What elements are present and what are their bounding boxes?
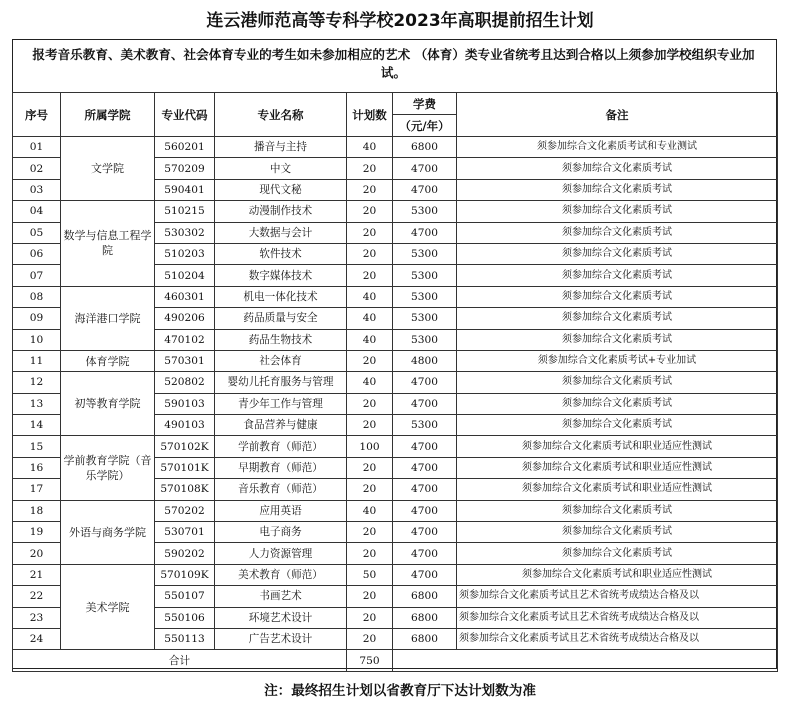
cell-name: 社会体育 — [215, 350, 347, 371]
cell-fee: 5300 — [393, 243, 457, 264]
cell-fee: 5300 — [393, 265, 457, 286]
cell-dept: 美术学院 — [61, 564, 155, 650]
cell-seq: 18 — [13, 500, 61, 521]
table-row — [13, 201, 778, 222]
cell-fee: 5300 — [393, 201, 457, 222]
cell-dept: 数学与信息工程学院 — [61, 201, 155, 287]
cell-fee: 6800 — [393, 137, 457, 158]
cell-plan: 50 — [347, 564, 393, 585]
cell-plan: 20 — [347, 457, 393, 478]
cell-name: 动漫制作技术 — [215, 201, 347, 222]
cell-seq: 05 — [13, 222, 61, 243]
cell-seq: 01 — [13, 137, 61, 158]
cell-plan: 40 — [347, 500, 393, 521]
table-row — [13, 564, 778, 585]
cell-seq: 02 — [13, 158, 61, 179]
total-plan: 750 — [347, 650, 393, 671]
cell-note: 须参加综合文化素质考试 — [457, 415, 778, 436]
cell-note: 须参加综合文化素质考试 — [457, 543, 778, 564]
header-code: 专业代码 — [155, 93, 215, 137]
cell-note: 须参加综合文化素质考试和职业适应性测试 — [457, 436, 778, 457]
cell-seq: 23 — [13, 607, 61, 628]
cell-fee: 6800 — [393, 628, 457, 649]
cell-name: 音乐教育（师范） — [215, 479, 347, 500]
cell-fee: 4700 — [393, 522, 457, 543]
cell-fee: 4700 — [393, 500, 457, 521]
cell-plan: 40 — [347, 329, 393, 350]
cell-plan: 20 — [347, 265, 393, 286]
cell-fee: 4700 — [393, 158, 457, 179]
header-name: 专业名称 — [215, 93, 347, 137]
cell-seq: 04 — [13, 201, 61, 222]
cell-seq: 16 — [13, 457, 61, 478]
table-row — [13, 500, 778, 521]
cell-code: 550107 — [155, 586, 215, 607]
cell-code: 550106 — [155, 607, 215, 628]
cell-name: 药品质量与安全 — [215, 308, 347, 329]
header-plan: 计划数 — [347, 93, 393, 137]
cell-fee: 4800 — [393, 350, 457, 371]
cell-name: 书画艺术 — [215, 586, 347, 607]
cell-code: 590103 — [155, 393, 215, 414]
cell-code: 560201 — [155, 137, 215, 158]
cell-note: 须参加综合文化素质考试和职业适应性测试 — [457, 564, 778, 585]
cell-note: 须参加综合文化素质考试和职业适应性测试 — [457, 479, 778, 500]
cell-fee: 5300 — [393, 329, 457, 350]
cell-seq: 20 — [13, 543, 61, 564]
cell-plan: 40 — [347, 286, 393, 307]
cell-note: 须参加综合文化素质考试 — [457, 222, 778, 243]
cell-note: 须参加综合文化素质考试 — [457, 329, 778, 350]
cell-plan: 40 — [347, 137, 393, 158]
cell-name: 现代文秘 — [215, 179, 347, 200]
cell-note: 须参加综合文化素质考试且艺术省统考成绩达合格及以 — [457, 607, 778, 628]
cell-seq: 19 — [13, 522, 61, 543]
table-row — [13, 137, 778, 158]
cell-fee: 4700 — [393, 393, 457, 414]
cell-name: 数字媒体技术 — [215, 265, 347, 286]
header-seq: 序号 — [13, 93, 61, 137]
cell-plan: 20 — [347, 201, 393, 222]
cell-seq: 17 — [13, 479, 61, 500]
cell-plan: 20 — [347, 222, 393, 243]
cell-note: 须参加综合文化素质考试且艺术省统考成绩达合格及以 — [457, 586, 778, 607]
cell-name: 食品营养与健康 — [215, 415, 347, 436]
cell-note: 须参加综合文化素质考试 — [457, 265, 778, 286]
table-row — [13, 372, 778, 393]
cell-seq: 09 — [13, 308, 61, 329]
cell-note: 须参加综合文化素质考试 — [457, 393, 778, 414]
cell-seq: 24 — [13, 628, 61, 649]
cell-code: 590202 — [155, 543, 215, 564]
header-fee: 学费 — [393, 93, 457, 115]
cell-plan: 20 — [347, 415, 393, 436]
cell-plan: 20 — [347, 628, 393, 649]
cell-name: 机电一体化技术 — [215, 286, 347, 307]
cell-name: 中文 — [215, 158, 347, 179]
table-body — [13, 137, 778, 672]
notice-text: 报考音乐教育、美术教育、社会体育专业的考生如未参加相应的艺术 （体育）类专业省统考且达到合格以上须参加学校组织专业加试。 — [32, 47, 755, 80]
cell-plan: 20 — [347, 243, 393, 264]
table-row — [13, 436, 778, 457]
cell-plan: 20 — [347, 179, 393, 200]
cell-plan: 20 — [347, 479, 393, 500]
cell-seq: 03 — [13, 179, 61, 200]
cell-code: 570108K — [155, 479, 215, 500]
page-title: 连云港师范高等专科学校2023年高职提前招生计划 — [206, 11, 594, 31]
cell-code: 530701 — [155, 522, 215, 543]
cell-code: 520802 — [155, 372, 215, 393]
cell-name: 广告艺术设计 — [215, 628, 347, 649]
cell-seq: 22 — [13, 586, 61, 607]
cell-seq: 12 — [13, 372, 61, 393]
table-row — [13, 286, 778, 307]
header-dept: 所属学院 — [61, 93, 155, 137]
cell-code: 570102K — [155, 436, 215, 457]
cell-note: 须参加综合文化素质考试 — [457, 179, 778, 200]
cell-name: 软件技术 — [215, 243, 347, 264]
cell-name: 应用英语 — [215, 500, 347, 521]
cell-name: 婴幼儿托育服务与管理 — [215, 372, 347, 393]
total-row — [13, 650, 778, 671]
cell-plan: 100 — [347, 436, 393, 457]
cell-name: 大数据与会计 — [215, 222, 347, 243]
cell-plan: 20 — [347, 393, 393, 414]
cell-note: 须参加综合文化素质考试和专业测试 — [457, 137, 778, 158]
cell-code: 460301 — [155, 286, 215, 307]
cell-fee: 4700 — [393, 372, 457, 393]
cell-plan: 20 — [347, 350, 393, 371]
cell-name: 人力资源管理 — [215, 543, 347, 564]
cell-plan: 20 — [347, 607, 393, 628]
cell-note: 须参加综合文化素质考试 — [457, 243, 778, 264]
cell-dept: 学前教育学院（音乐学院） — [61, 436, 155, 500]
cell-fee: 4700 — [393, 222, 457, 243]
total-empty — [393, 650, 778, 671]
cell-code: 570109K — [155, 564, 215, 585]
cell-name: 播音与主持 — [215, 137, 347, 158]
cell-seq: 06 — [13, 243, 61, 264]
cell-code: 510204 — [155, 265, 215, 286]
cell-code: 550113 — [155, 628, 215, 649]
cell-note: 须参加综合文化素质考试 — [457, 201, 778, 222]
cell-plan: 40 — [347, 372, 393, 393]
cell-dept: 初等教育学院 — [61, 372, 155, 436]
cell-dept: 体育学院 — [61, 350, 155, 371]
cell-code: 490103 — [155, 415, 215, 436]
cell-note: 须参加综合文化素质考试和职业适应性测试 — [457, 457, 778, 478]
footer-note: 注：最终招生计划以省教育厅下达计划数为准 — [264, 683, 536, 699]
cell-name: 学前教育（师范） — [215, 436, 347, 457]
cell-fee: 4700 — [393, 564, 457, 585]
cell-note: 须参加综合文化素质考试 — [457, 522, 778, 543]
cell-dept: 文学院 — [61, 137, 155, 201]
cell-note: 须参加综合文化素质考试 — [457, 372, 778, 393]
cell-seq: 10 — [13, 329, 61, 350]
enrollment-plan-table — [12, 92, 778, 672]
cell-code: 490206 — [155, 308, 215, 329]
cell-code: 570301 — [155, 350, 215, 371]
cell-seq: 07 — [13, 265, 61, 286]
cell-name: 药品生物技术 — [215, 329, 347, 350]
cell-note: 须参加综合文化素质考试 — [457, 286, 778, 307]
cell-dept: 外语与商务学院 — [61, 500, 155, 564]
cell-plan: 20 — [347, 522, 393, 543]
cell-dept: 海洋港口学院 — [61, 286, 155, 350]
cell-note: 须参加综合文化素质考试 — [457, 308, 778, 329]
header-fee-unit: （元/年） — [393, 115, 457, 137]
cell-fee: 4700 — [393, 457, 457, 478]
cell-fee: 4700 — [393, 543, 457, 564]
cell-seq: 08 — [13, 286, 61, 307]
cell-name: 青少年工作与管理 — [215, 393, 347, 414]
cell-seq: 11 — [13, 350, 61, 371]
cell-code: 570202 — [155, 500, 215, 521]
cell-code: 570101K — [155, 457, 215, 478]
cell-note: 须参加综合文化素质考试 — [457, 158, 778, 179]
total-label: 合计 — [13, 650, 347, 671]
cell-seq: 15 — [13, 436, 61, 457]
cell-fee: 6800 — [393, 607, 457, 628]
cell-code: 510203 — [155, 243, 215, 264]
cell-code: 590401 — [155, 179, 215, 200]
cell-seq: 21 — [13, 564, 61, 585]
header-note: 备注 — [457, 93, 778, 137]
cell-name: 环境艺术设计 — [215, 607, 347, 628]
cell-fee: 4700 — [393, 179, 457, 200]
cell-note: 须参加综合文化素质考试+专业加试 — [457, 350, 778, 371]
cell-fee: 5300 — [393, 415, 457, 436]
cell-plan: 20 — [347, 158, 393, 179]
cell-fee: 5300 — [393, 308, 457, 329]
cell-code: 570209 — [155, 158, 215, 179]
cell-plan: 20 — [347, 586, 393, 607]
cell-code: 470102 — [155, 329, 215, 350]
cell-fee: 4700 — [393, 436, 457, 457]
cell-fee: 5300 — [393, 286, 457, 307]
cell-seq: 13 — [13, 393, 61, 414]
header-row — [13, 93, 778, 115]
cell-code: 530302 — [155, 222, 215, 243]
cell-code: 510215 — [155, 201, 215, 222]
table-row — [13, 350, 778, 371]
cell-note: 须参加综合文化素质考试 — [457, 500, 778, 521]
cell-seq: 14 — [13, 415, 61, 436]
cell-name: 美术教育（师范） — [215, 564, 347, 585]
cell-plan: 40 — [347, 308, 393, 329]
cell-fee: 4700 — [393, 479, 457, 500]
cell-note: 须参加综合文化素质考试且艺术省统考成绩达合格及以 — [457, 628, 778, 649]
cell-name: 电子商务 — [215, 522, 347, 543]
cell-fee: 6800 — [393, 586, 457, 607]
cell-name: 早期教育（师范） — [215, 457, 347, 478]
cell-plan: 20 — [347, 543, 393, 564]
